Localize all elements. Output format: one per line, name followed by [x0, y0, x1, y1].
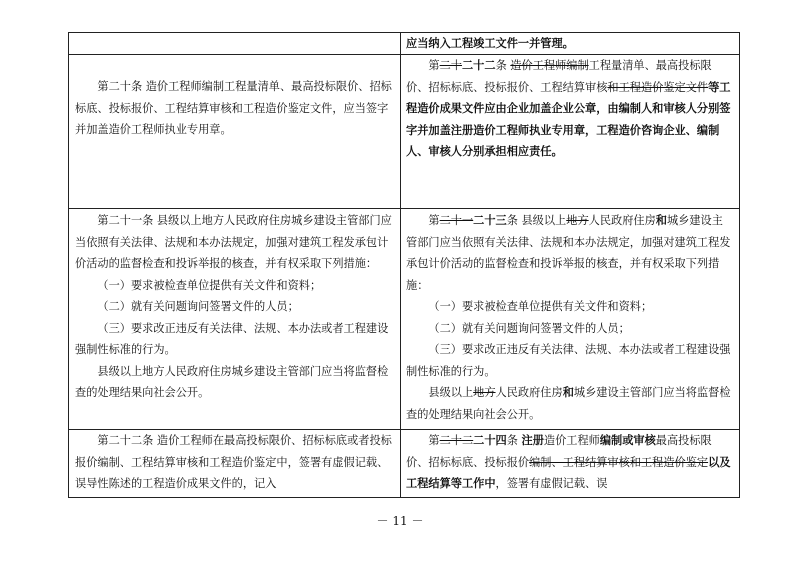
deleted-text: 二十一 [439, 214, 474, 227]
row2-left-cell [69, 76, 400, 141]
measure-3: （三）要求改正违反有关法律、法规、本办法或者工程建设强制性标准的行为。 [75, 321, 389, 356]
article-22-revised: 第二十二十二条 造价工程师编制工程量清单、最高投标限价、招标标底、投标报价、工程结算审核和工程造价鉴定文件等工程造价成果文件应由企业加盖企业公章，由编制人和审核人分别签字并加盖注册造价工程师执业专用章，工程造价咨询企业、编制人、审核人分别承担相应责任。 [406, 58, 731, 158]
row3-right-cell [400, 210, 739, 425]
measure-1: （一）要求被检查单位提供有关文件和资料； [97, 278, 322, 292]
article-23-revised: 第二十一二十三条 县级以上地方人民政府住房和城乡建设主管部门应当依照有关法律、法规和本办法规定，加强对建筑工程发承包计价活动的监督检查和投诉举报的核查，并有权采取下列措施： [406, 213, 731, 292]
article-21-original: 第二十一条 县级以上地方人民政府住房城乡建设主管部门应当依照有关法律、法规和本办法规定，加强对建筑工程发承包计价活动的监督检查和投诉举报的核查，并有权采取下列措施： [75, 214, 392, 270]
inserted-text: 二十二 [461, 58, 496, 72]
article-22-original: 第二十二条 造价工程师在最高投标限价、招标标底或者投标报价编制、工程结算审核和工程造价鉴定中，签署有虚假记载、误导性陈述的工程造价成果文件的，记入 [75, 434, 392, 490]
measure-2: （二）就有关问题询问签署文件的人员； [97, 300, 299, 313]
disclosure-clause: 县级以上地方人民政府住房城乡建设主管部门应当将监督检查的处理结果向社会公开。 [75, 364, 389, 399]
row1-left-cell [69, 33, 400, 54]
disclosure-clause: 县级以上地方人民政府住房和城乡建设主管部门应当将监督检查的处理结果向社会公开。 [406, 385, 731, 421]
deleted-text: 地方 [566, 214, 589, 227]
row1-right-cell [400, 33, 739, 54]
row4-right-cell [400, 430, 739, 498]
deleted-text: 和工程造价鉴定文件 [607, 80, 709, 94]
row3-left-cell [69, 210, 400, 404]
inserted-text: 等工程造价成果文件应由企业加盖企业公章，由编制人和审核人分别签字并加盖注册造价工程师执业专用章，工程造价咨询企业、编制人、审核人分别承担相应责任。 [406, 79, 731, 158]
deleted-text: 编制、工程结算审核和工程造价鉴定 [529, 455, 709, 469]
inserted-text: 二十三 [473, 213, 507, 227]
row1-right-text: 应当纳入工程竣工文件一并管理。 [406, 36, 574, 50]
measure-2: （二）就有关问题询问签署文件的人员； [428, 321, 630, 335]
deleted-text: 二十二 [439, 434, 474, 447]
deleted-text: 二十 [439, 59, 462, 72]
deleted-text: 地方 [473, 386, 496, 399]
measure-3: （三）要求改正违反有关法律、法规、本办法或者工程建设强制性标准的行为。 [406, 343, 731, 378]
row4-left-cell [69, 430, 400, 498]
inserted-text: 编制或审核 [599, 433, 656, 447]
page-number: － 11 － [376, 514, 424, 528]
article-24-revised: 第二十二二十四条 注册造价工程师编制或审核最高投标限价、招标标底、投标报价编制、工程结算审核和工程造价鉴定以及工程结算等工作中，签署有虚假记载、误 [406, 433, 731, 490]
deleted-text: 造价工程师编制 [510, 59, 589, 72]
inserted-text: 以及工程结算等工作中 [406, 454, 731, 490]
inserted-text: 二十四 [473, 433, 507, 447]
inserted-text: 和 [655, 213, 667, 227]
row-divider [69, 208, 739, 209]
row2-right-cell [400, 55, 739, 163]
measure-1: （一）要求被检查单位提供有关文件和资料； [428, 300, 653, 313]
inserted-text: 和 [562, 385, 574, 399]
inserted-text: 注册 [521, 433, 544, 447]
article-20-original: 第二十条 造价工程师编制工程量清单、最高投标限价、招标标底、投标报价、工程结算审核和工程造价鉴定文件，应当签字并加盖造价工程师执业专用章。 [75, 80, 392, 136]
comparison-table [68, 32, 740, 498]
